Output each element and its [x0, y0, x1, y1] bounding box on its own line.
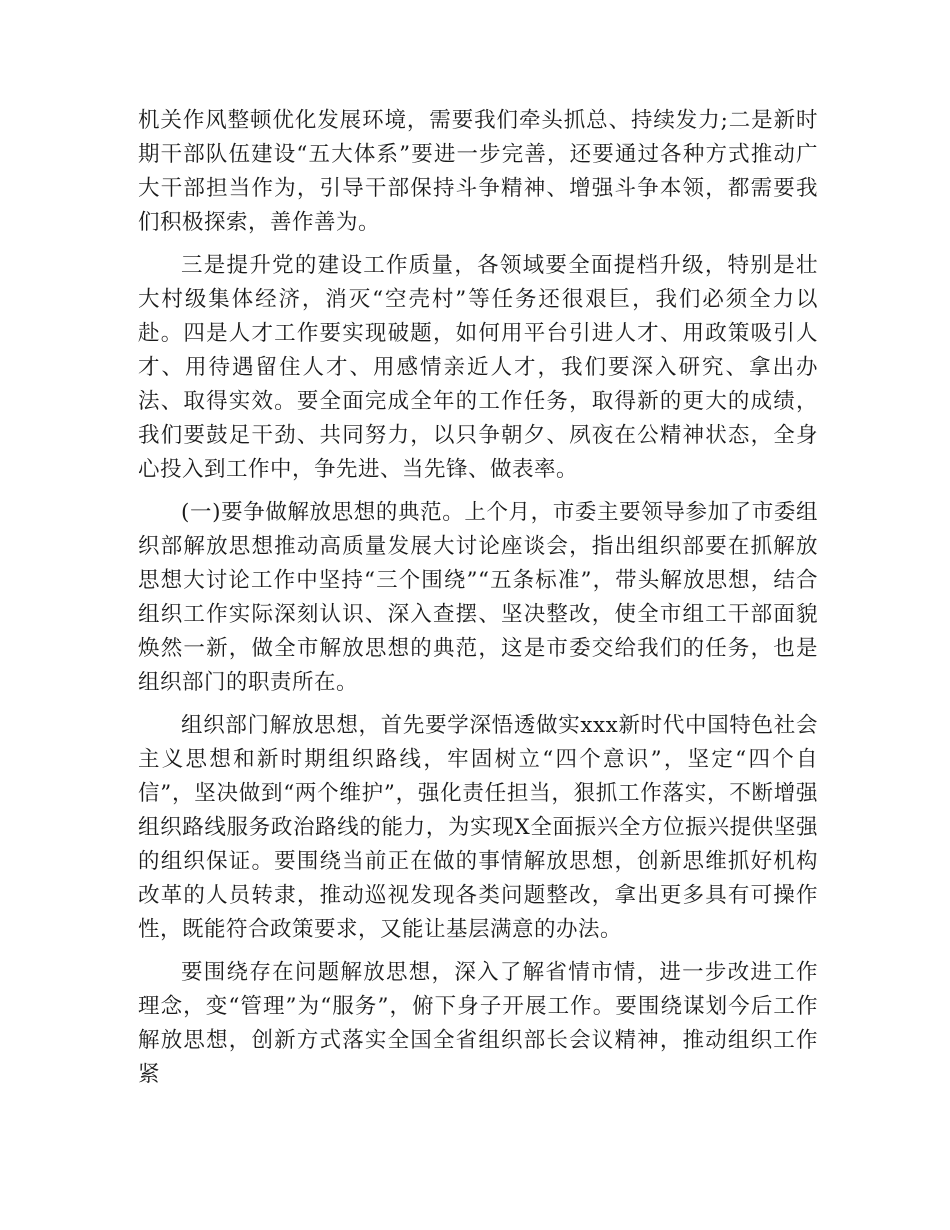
paragraph-3: (一)要争做解放思想的典范。上个月，市委主要领导参加了市委组织部解放思想推动高质量发展大讨论座谈会，指出组织部要在抓解放思想大讨论工作中坚持“三个围绕”“五条标准”，带头解放思想，结合组织工作实际深刻认识、深入查摆、坚决整改，使全市组工干部面貌焕然一新，做全市解放思想的典范，这是市委交给我们的任务，也是组织部门的职责所在。 — [138, 500, 818, 695]
paragraph-2: 三是提升党的建设工作质量，各领域要全面提档升级，特别是壮大村级集体经济，消灭“空壳村”等任务还很艰巨，我们必须全力以赴。四是人才工作要实现破题，如何用平台引进人才、用政策吸引人才、用待遇留住人才、用感情亲近人才，我们要深入研究、拿出办法、取得实效。要全面完成全年的工作任务，取得新的更大的成绩，我们要鼓足干劲、共同努力，以只争朝夕、夙夜在公精神状态，全身心投入到工作中，争先进、当先锋、做表率。 — [138, 253, 818, 482]
paragraph-4: 组织部门解放思想，首先要学深悟透做实xxx新时代中国特色社会主义思想和新时期组织路线，牢固树立“四个意识”，坚定“四个自信”，坚决做到“两个维护”，强化责任担当，狠抓工作落实，不断增强组织路线服务政治路线的能力，为实现X全面振兴全方位振兴提供坚强的组织保证。要围绕当前正在做的事情解放思想，创新思维抓好机构改革的人员转隶，推动巡视发现各类问题整改，拿出更多具有可操作性，既能符合政策要求，又能让基层满意的办法。 — [138, 713, 818, 942]
document-body — [138, 104, 818, 1101]
paragraph-1: 机关作风整顿优化发展环境，需要我们牵头抓总、持续发力;二是新时期干部队伍建设“五大体系”要进一步完善，还要通过各种方式推动广大干部担当作为，引导干部保持斗争精神、增强斗争本领，都需要我们积极探索，善作善为。 — [138, 108, 818, 235]
paragraph-5: 要围绕存在问题解放思想，深入了解省情市情，进一步改进工作理念，变“管理”为“服务”，俯下身子开展工作。要围绕谋划今后工作解放思想，创新方式落实全国全省组织部长会议精神，推动组织工作紧 — [138, 960, 818, 1087]
